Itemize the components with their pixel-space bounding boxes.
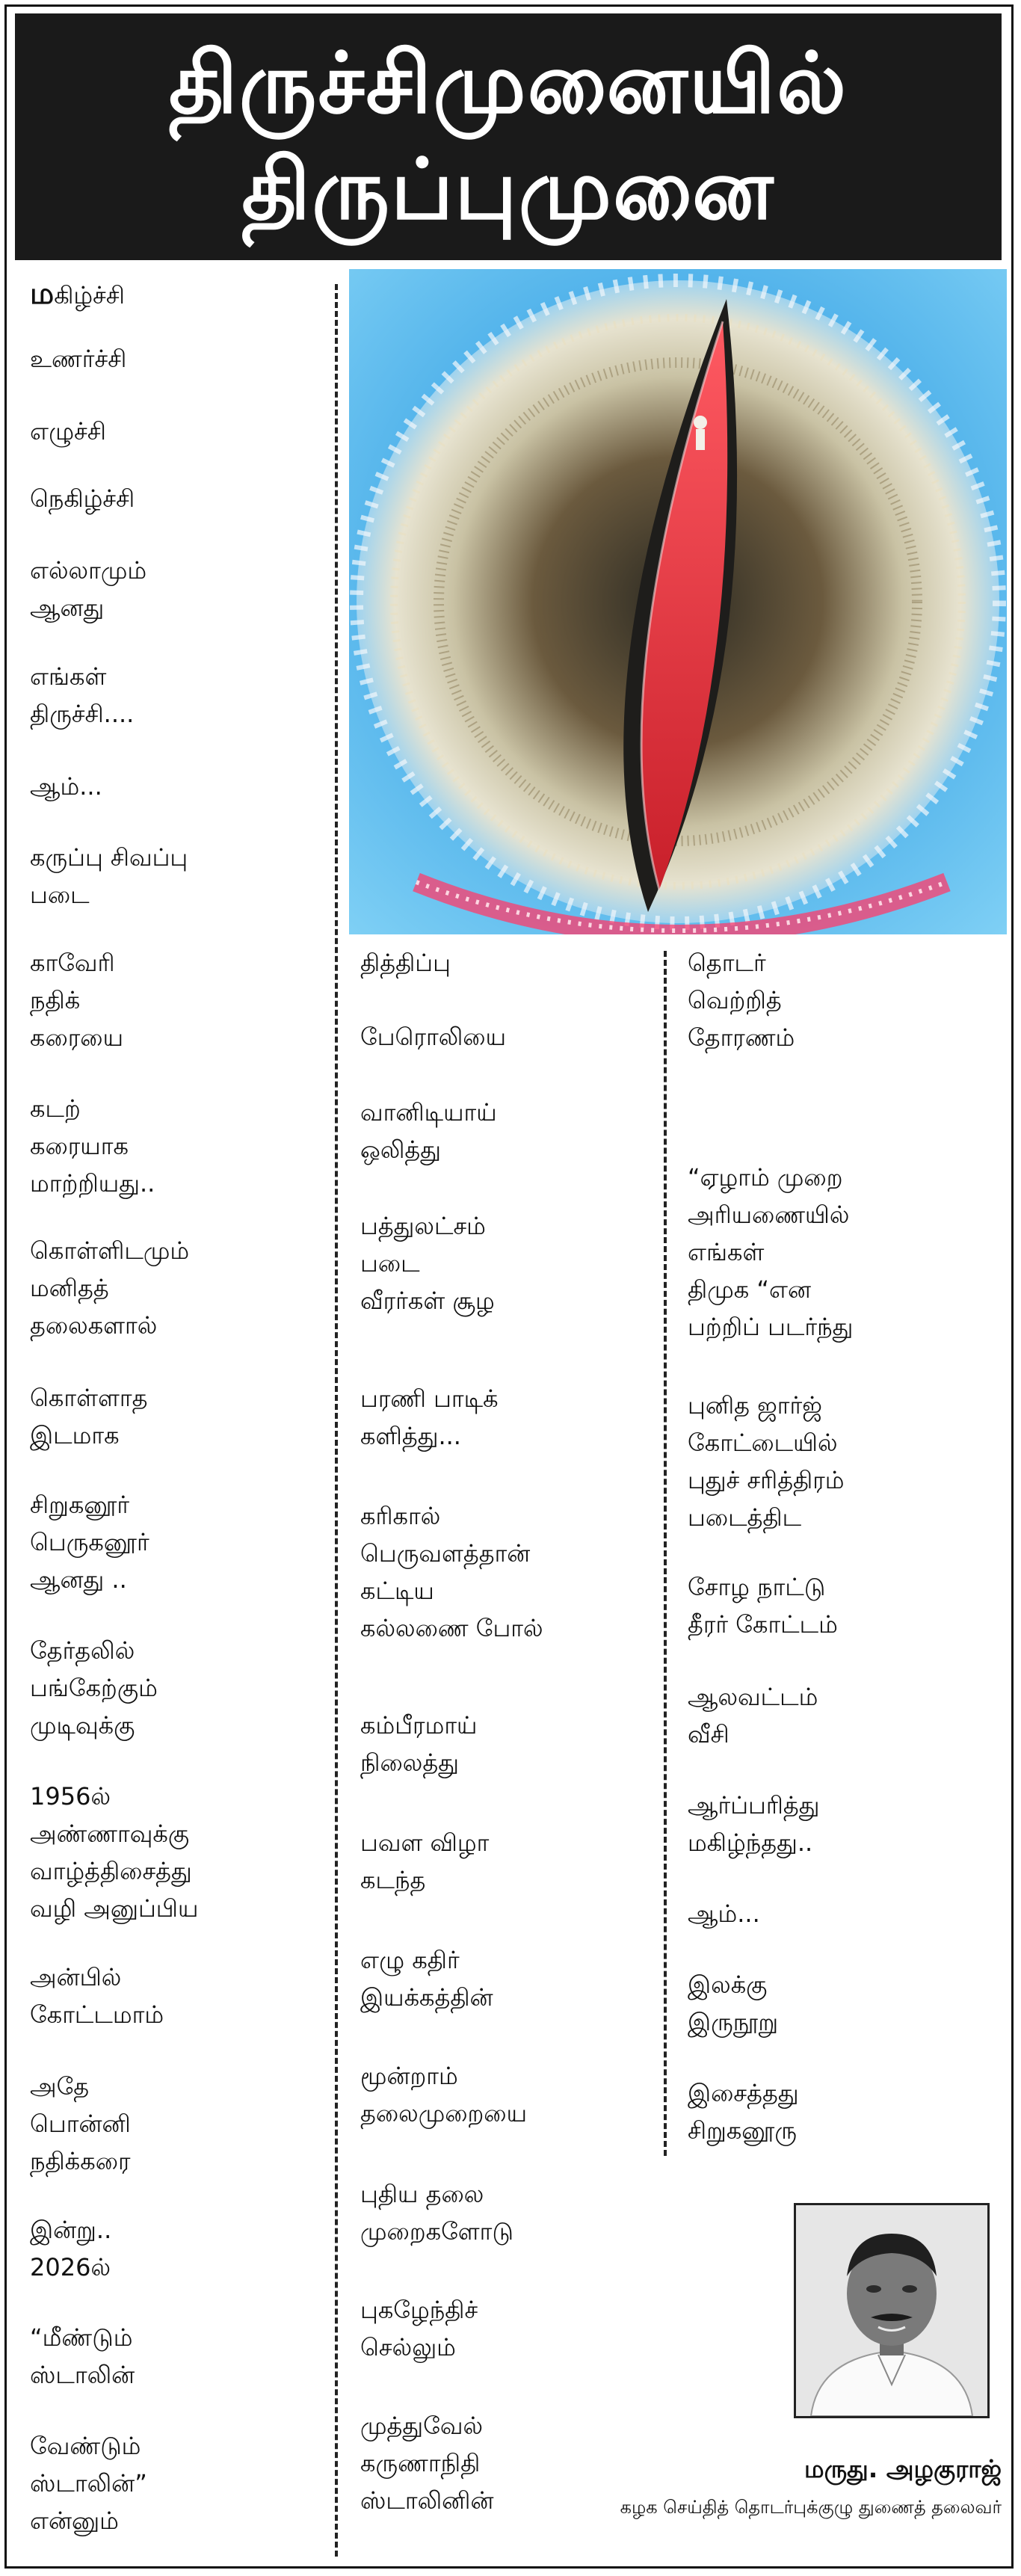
stanza-col1: கொள்ளிடமும் மனிதத் தலைகளால்	[30, 1236, 190, 1340]
stanza-col2: பரணி பாடிக் களித்து...	[360, 1384, 499, 1450]
rally-photo-graphic	[349, 269, 1007, 934]
stanza-col1: இன்று.. 2026ல்	[30, 2216, 112, 2281]
stanza-col3: புனித ஜார்ஜ் கோட்டையில் புதுச் சரித்திரம் படைத்திட	[688, 1391, 845, 1532]
stanza-col2: பேரொலியை	[360, 1023, 506, 1051]
headline-line-1: திருச்சிமுனையில்	[168, 35, 848, 132]
stanza-col1: உணர்ச்சி	[30, 345, 127, 373]
column-divider	[664, 951, 667, 2156]
stanza-col1: நெகிழ்ச்சி	[30, 484, 135, 513]
author-role: கழக செய்தித் தொடர்புக்குழு துணைத் தலைவர்	[620, 2497, 1002, 2518]
stanza-col2: எழு கதிர் இயக்கத்தின்	[360, 1946, 493, 2012]
column-divider	[335, 284, 338, 2557]
stanza-col2: முத்துவேல் கருணாநிதி ஸ்டாலினின்	[360, 2412, 494, 2515]
author-portrait-graphic	[796, 2205, 987, 2416]
stanza-col3: ஆம்...	[688, 1899, 760, 1928]
stanza-col1: எங்கள் திருச்சி....	[30, 662, 135, 728]
stanza-col2: பவள விழா கடந்த	[360, 1828, 490, 1894]
stanza-text: கிழ்ச்சி	[54, 281, 125, 309]
stanza-col1: “மீண்டும் ஸ்டாலின்	[30, 2323, 135, 2389]
stanza-col2: புதிய தலை முறைகளோடு	[360, 2180, 513, 2246]
stanza-col1: ஆம்...	[30, 772, 102, 801]
headline-line-2: திருப்புமுனை	[241, 141, 775, 238]
stanza-col3: சோழ நாட்டு தீரர் கோட்டம்	[688, 1573, 838, 1639]
stanza-col1: வேண்டும் ஸ்டாலின்” என்னும்	[30, 2432, 147, 2535]
stanza-col1: கருப்பு சிவப்பு படை	[30, 843, 188, 909]
author-name: மருது. அழகுராஜ்	[804, 2454, 1002, 2483]
stanza-col1: எல்லாமும் ஆனது	[30, 556, 147, 622]
stanza-col2: கம்பீரமாய் நிலைத்து	[360, 1711, 478, 1777]
stanza-col1: 1956ல் அண்ணாவுக்கு வாழ்த்திசைத்து வழி அனுப்பிய	[30, 1782, 199, 1923]
stanza-col1: அதே பொன்னி நதிக்கரை	[30, 2072, 131, 2175]
stanza-col3: இசைத்தது சிறுகனூரு	[688, 2079, 799, 2145]
stanza-col3: “ஏழாம் முறை அரியணையில் எங்கள் திமுக “என பற்றிப் படர்ந்து	[688, 1163, 854, 1341]
stanza-col1: அன்பில் கோட்டமாம்	[30, 1963, 164, 2029]
stanza-col3: ஆர்ப்பரித்து மகிழ்ந்தது..	[688, 1791, 820, 1857]
stanza-col2: புகழேந்திச் செல்லும்	[360, 2296, 478, 2361]
rally-aerial-photo	[349, 269, 1007, 934]
author-portrait	[794, 2203, 990, 2418]
stanza-col1	[30, 275, 125, 314]
stanza-col3: ஆலவட்டம் வீசி	[688, 1683, 818, 1748]
stanza-col2: பத்துலட்சம் படை வீரர்கள் சூழ	[360, 1212, 495, 1315]
stanza-col1: தேர்தலில் பங்கேற்கும் முடிவுக்கு	[30, 1636, 158, 1740]
stanza-col1: கொள்ளாத இடமாக	[30, 1384, 148, 1449]
stanza-col1: கடற் கரையாக மாற்றியது..	[30, 1094, 155, 1198]
stanza-col3: இலக்கு இருநூறு	[688, 1970, 779, 2036]
stanza-col1: எழுச்சி	[30, 417, 106, 446]
headline-banner	[15, 13, 1002, 260]
drop-cap-letter: ம	[30, 277, 55, 311]
stanza-col2: வானிடியாய் ஒலித்து	[360, 1098, 497, 1164]
stanza-col1: சிறுகனூர் பெருகனூர் ஆனது ..	[30, 1491, 149, 1594]
stanza-col2: மூன்றாம் தலைமுறையை	[360, 2062, 527, 2127]
stanza-col1: காவேரி நதிக் கரையை	[30, 949, 123, 1052]
stanza-col2: தித்திப்பு	[360, 949, 451, 977]
stanza-col2: கரிகால் பெருவளத்தான் கட்டிய கல்லணை போல்	[360, 1502, 543, 1642]
stanza-col3: தொடர் வெற்றித் தோரணம்	[688, 949, 795, 1052]
